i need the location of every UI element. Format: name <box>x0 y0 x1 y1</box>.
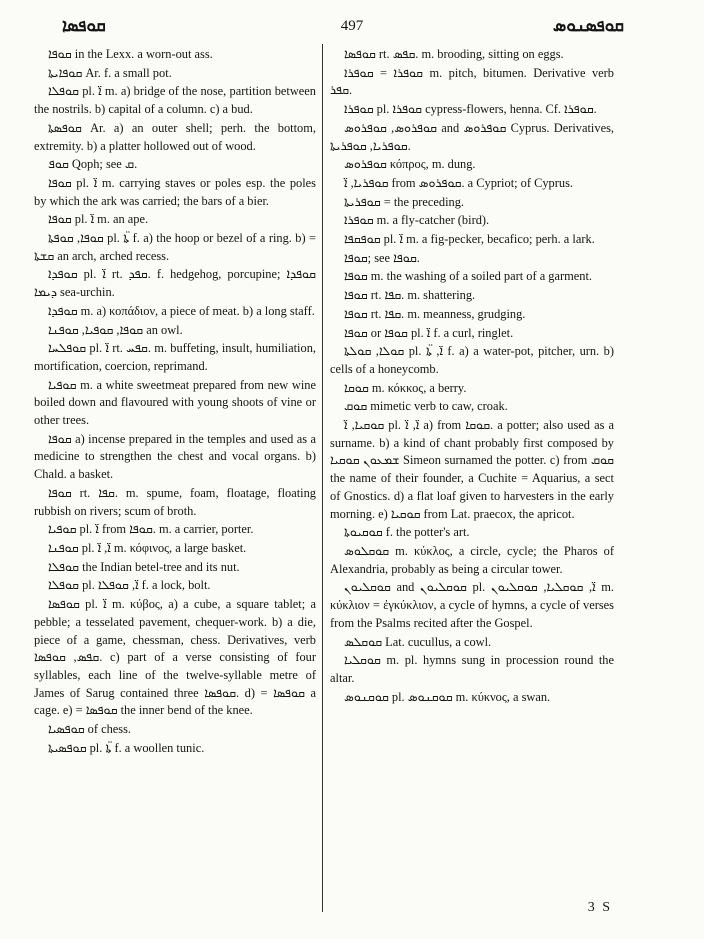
dictionary-entry: ܩܘܦܐ rt. ܩܦܐ. m. spume, foam, floatage, floating rubbish on rivers; scum of broth. <box>34 485 316 518</box>
dictionary-entry: ܩܘܩܝܐ, ܐ̈ pl. ܐ̈, ܐ̈ a) from ܩܘܩܐ. a potter; also used as a surname. b) a kind of chant probably first composed by ܫܡܥܘܢ ܩܘܩܝܐ Simeon surnamed the potter. c) from ܩܘܩ the name of their founder, a Cuchite = Aquarius, a sect of Gnostics. d) a flat loaf given to harvesters in the early morning. e) ܩܘܩܝܐ from Lat. praecox, the apricot. <box>330 418 614 521</box>
dictionary-entry: ܩܘܩܠܝܐ m. pl. hymns sung in procession round the altar. <box>330 653 614 685</box>
dictionary-entry: ܩܘܦܣܝܬܐ pl. ܬܐ̈ f. a woollen tunic. <box>48 740 205 755</box>
dictionary-entry: ܩܘܦܕܐ m. a) κοπάδιον, a piece of meat. b) a long staff. <box>48 303 315 318</box>
dictionary-entry: ܩܘܦܪܘܣ κόπρος, m. dung. <box>344 157 476 172</box>
dictionary-entry: ܩܘܦܠܐ the Indian betel-tree and its nut. <box>48 559 240 574</box>
dictionary-entry: ܩܘܦܪܐ = ܩܘܦܪܐ m. pitch, bitumen. Derivative verb ܩܦܪ. <box>330 65 614 98</box>
dictionary-entry: ܩܘܦܐܝܬܐ Ar. f. a small pot. <box>48 65 172 80</box>
right-column <box>330 46 614 707</box>
dictionary-entry: ܩܘܦܐ pl. ܐ̈ m. carrying staves or poles esp. the poles by which the ark was carried; the bars of a bier. <box>34 175 316 208</box>
column-divider <box>322 44 323 912</box>
dictionary-entry: ܩܘܦ Qoph; see ܩ. <box>48 157 138 172</box>
dictionary-entry: ܩܘܦܐ rt. ܩܦܐ. m. shattering. <box>344 288 476 303</box>
dictionary-entry: ܩܘܦܐ or ܩܘܦܐ pl. ܐ̈ f. a curl, ringlet. <box>344 325 514 340</box>
dictionary-entry: ܩܘܦܐ in the Lexx. a worn-out ass. <box>48 47 213 61</box>
dictionary-entry: ܩܘܦܠܚܐ pl. ܐ̈ rt. ܩܦܚ. m. buffeting, insult, humiliation, mortification, coercion, reprimand. <box>34 341 316 373</box>
dictionary-entry: ܩܘܦܝܐ pl. ܐ̈ from ܩܘܦܐ. m. a carrier, porter. <box>48 522 254 537</box>
page-number: 497 <box>340 18 364 34</box>
dictionary-entry: ܩܘܦܢܐ pl. ܐ̈, ܐ̈ m. κόφινος, a large basket. <box>48 540 247 555</box>
dictionary-entry: ܩܘܦܪܐ pl. ܩܘܦܪܐ cypress-flowers, henna. Cf. ܩܘܦܪܐ. <box>344 102 597 117</box>
dictionary-entry: ܩܘܩܠܝܘܢ and ܩܘܩܠܝܘܢ pl. ܐ̈, ܩܘܩܠܝܐ, ܩܘܩܠܝܘܢ m. κύκλιον = ἐγκύκλιον, a cycle of hymns, a cycle of verses from the Psalms recited after the Gospel. <box>330 580 615 630</box>
dictionary-entry: ܩܘܦܐ m. the washing of a soiled part of a garment. <box>344 269 593 284</box>
dictionary-entry: ܩܘܦܐ, ܩܘܦܬܐ pl. ܬܐ̈ f. a) the hoop or bezel of a ring. b) = ܩܫܬܐ an arch, arched recess. <box>34 231 316 263</box>
dictionary-entry: ܩܘܩܠܣ Lat. cucullus, a cowl. <box>344 634 492 649</box>
dictionary-entry: ܩܘܩܐ m. κόκκος, a berry. <box>344 380 467 395</box>
dictionary-entry: ܩܘܦܠܐ pl. ܐ̈, ܩܘܦܠܐ f. a lock, bolt. <box>48 578 211 593</box>
dictionary-entry: ܩܘܩܠܘܣ m. κύκλος, a circle, cycle; the Pharos of Alexandria, probably as being a circular tower. <box>330 543 614 576</box>
dictionary-entry: ܩܘܦܣܝܐ of chess. <box>48 722 132 737</box>
dictionary-entry: ܩܘܩ mimetic verb to caw, croak. <box>344 399 508 414</box>
dictionary-entry: ܩܘܠܐ, ܩܘܠܬܐ pl. ܐ̈, ܬܐ̈ f. a) a water-pot, pitcher, urn. b) cells of a honeycomb. <box>330 344 615 376</box>
running-head-right: ܩܘܦܣܢܘܣ <box>552 16 624 35</box>
dictionary-entry: ܩܘܦܪܐ m. a fly-catcher (bird). <box>344 213 490 228</box>
signature-mark: 3 S <box>587 900 612 915</box>
dictionary-entry: ܩܘܦܪܘܣ, ܩܘܦܪܘܣ and ܩܘܦܪܘܣ Cyprus. Derivatives, ܩܘܦܪܝܐ, ܩܘܦܪܝܬܐ. <box>330 120 614 153</box>
dictionary-entry: ܩܘܦܣܐ pl. ܐ̈ m. κύβος, a) a cube, a square tablet; a pebble; a tesselated pavement, chequer-work. b) a die, piece of a game, chessman, chess. Derivatives, verb ܩܦܣ, ܩܘܦܣܐ. c) part of a verse consisting of four syllables, each line of the twelve-syllable metre of James of Sarug contained three ܩܘܦܣܐ. d) = ܩܘܦܣܐ a cage. e) = ܩܘܦܣܐ the inner bend of the knee. <box>34 597 316 718</box>
dictionary-entry: ܩܘܦܣܬܐ Ar. a) an outer shell; perh. the bottom, extremity. b) a platter hollowed out of wood. <box>34 120 316 153</box>
dictionary-entry: ܩܘܦܪܝܬܐ = the preceding. <box>344 194 465 209</box>
dictionary-entry: ܩܘܦܕܐ pl. ܐ̈ rt. ܩܦܕ. f. hedgehog, porcupine; ܩܘܦܕܐ ܕܝܡܐ sea-urchin. <box>34 267 316 300</box>
dictionary-entry: ܩܘܦܝܐ m. a white sweetmeat prepared from new wine boiled down and flavoured with young shoots of vine or other trees. <box>34 377 316 428</box>
dictionary-entry: ܩܘܦܐ a) incense prepared in the temples and used as a medicine to strengthen the chest and vocal organs. b) Chald. a basket. <box>34 431 316 482</box>
dictionary-entry: ܩܘܦܪܝܐ, ܐ̈ from ܩܘܦܪܘܣ. a Cypriot; of Cyprus. <box>344 175 573 190</box>
page-header <box>0 14 704 44</box>
dictionary-entry: ܩܘܦܐ rt. ܩܦܐ. m. meanness, grudging. <box>344 306 526 321</box>
running-head-left: ܩܘܦܣܐ <box>62 16 106 35</box>
dictionary-entry: ܩܘܦܐ, ܩܘܦܝܐ, ܩܘܦܢܐ an owl. <box>48 322 183 337</box>
dictionary-entry: ܩܘܦܠܐ pl. ܐ̈ m. a) bridge of the nose, partition between the nostrils. b) capital of a column. c) a bud. <box>34 84 316 117</box>
dictionary-entry: ܩܘܩܝܘܬܐ f. the potter's art. <box>344 525 470 540</box>
left-column <box>34 46 316 758</box>
dictionary-entry: ܩܘܦܐ; see ܩܘܦܐ. <box>344 250 420 265</box>
dictionary-entry: ܩܘܦܐ pl. ܐ̈ m. an ape. <box>48 212 149 227</box>
dictionary-entry: ܩܘܩܢܘܣ pl. ܩܘܩܢܘܣ m. κύκνος, a swan. <box>344 689 551 704</box>
dictionary-entry: ܩܘܦܣܐ rt. ܩܦܣ. m. brooding, sitting on eggs. <box>344 47 564 61</box>
dictionary-entry: ܩܘܦܩܦܐ pl. ܐ̈ m. a fig-pecker, becafico; perh. a lark. <box>344 232 595 247</box>
